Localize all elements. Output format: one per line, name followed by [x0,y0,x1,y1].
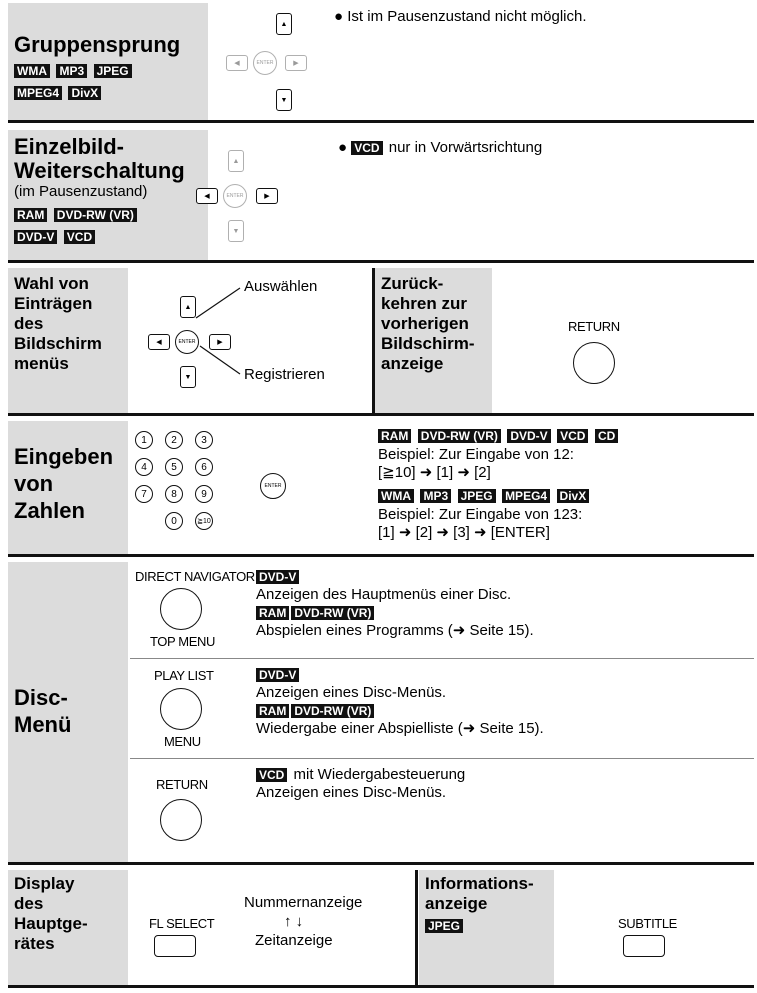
badge-dvd-rw-vr: DVD-RW (VR) [418,429,501,443]
badge-jpeg: JPEG [94,64,132,78]
section-divider [8,985,754,988]
title-line: Eingeben [14,444,114,469]
return-label: RETURN [156,777,208,792]
section-divider [8,120,754,123]
key-0[interactable]: 0 [165,512,183,530]
down-key[interactable]: ▼ [276,89,292,111]
example-2-sequence: [1] ➜ [2] ➜ [3] ➜ [ENTER] [378,524,550,541]
left-key[interactable]: ◀ [148,334,170,350]
enter-key[interactable]: ENTER [253,51,277,75]
description: mit Wiedergabesteuerung [293,766,466,783]
description: Anzeigen des Hauptmenüs einer Disc. [256,586,512,603]
note-text [338,139,542,157]
section-title: Gruppensprung [14,32,181,57]
return-button[interactable] [160,799,202,841]
key-1[interactable]: 1 [135,431,153,449]
badge-mp3: MP3 [56,64,87,78]
title-line: Einträgen [14,294,93,313]
section-label-left [8,870,128,988]
down-key[interactable]: ▼ [180,366,196,388]
fl-select-label: FL SELECT [149,916,215,931]
title-line: Wahl von [14,274,89,293]
badge-dvd-rw-vr: DVD-RW (VR) [54,208,137,222]
badge-mp3: MP3 [420,489,451,503]
title-line: Informations- [425,874,534,893]
up-key[interactable]: ▲ [180,296,196,318]
right-key[interactable]: ▶ [256,188,278,204]
key-5[interactable]: 5 [165,458,183,476]
title-line: anzeige [425,894,488,913]
title-line: kehren zur [381,294,467,313]
badge-divx: DivX [557,489,590,503]
section-divider [8,862,754,865]
row-separator [130,658,754,659]
format-badges-1 [378,427,620,445]
example-2-text: Beispiel: Zur Eingabe von 123: [378,506,583,523]
section-label [8,3,208,123]
badge-vcd: VCD [351,141,382,155]
section-title-line2: Weiterschaltung [14,158,185,183]
section-display [8,870,754,988]
badge-ram: RAM [378,429,411,443]
badge-cd: CD [595,429,618,443]
note-body: nur in Vorwärtsrichtung [388,139,543,156]
key-7[interactable]: 7 [135,485,153,503]
section-einzelbild [8,130,754,263]
title-line: Bildschirm [14,334,102,353]
badge-wma: WMA [378,489,414,503]
title-line: rätes [14,934,55,953]
top-menu-label: TOP MENU [150,634,215,649]
badge-dvd-v: DVD-V [14,230,57,244]
menu-button[interactable] [160,688,202,730]
left-key[interactable]: ◀ [226,55,248,71]
section-label [8,130,208,263]
fl-select-button[interactable] [154,935,196,957]
badge-jpeg: JPEG [458,489,496,503]
badge-ram: RAM [256,704,289,718]
example-1-text: Beispiel: Zur Eingabe von 12: [378,446,574,463]
format-badges [14,204,204,248]
right-key[interactable]: ▶ [285,55,307,71]
title-line: von [14,471,54,496]
section-disc-menu [8,562,754,865]
section-number-entry [8,421,754,557]
left-key[interactable]: ◀ [196,188,218,204]
time-display-label: Zeitanzeige [255,932,333,949]
format-badges [14,60,204,104]
up-key[interactable]: ▲ [276,13,292,35]
title-line: menüs [14,354,69,373]
title-line: Zahlen [14,498,85,523]
badge-dvd-rw-vr: DVD-RW (VR) [291,606,374,620]
number-display-label: Nummernanzeige [244,894,363,911]
description: Anzeigen eines Disc-Menüs. [256,784,447,801]
format-badges-2 [378,487,591,505]
section-label-right [375,268,492,416]
badge-vcd: VCD [64,230,95,244]
down-key[interactable]: ▼ [228,220,244,242]
badge-mpeg4: MPEG4 [14,86,62,100]
title-line: Zurück- [381,274,444,293]
section-divider [8,260,754,263]
description: Anzeigen eines Disc-Menüs. [256,684,447,701]
key-6[interactable]: 6 [195,458,213,476]
menu-label: MENU [164,734,201,749]
badge-mpeg4: MPEG4 [502,489,550,503]
up-key[interactable]: ▲ [228,150,244,172]
return-label: RETURN [568,319,620,334]
title-line: Bildschirm- [381,334,475,353]
description: Wiedergabe einer Abspielliste (➜ Seite 15). [256,720,544,737]
section-menu-navigation [8,268,754,416]
register-label: Registrieren [244,366,325,383]
key-10-plus[interactable]: ≧10 [195,512,213,530]
badge-vcd: VCD [557,429,588,443]
title-line: des [14,894,44,913]
note-bullet: ● [338,139,348,156]
badge-dvd-rw-vr: DVD-RW (VR) [291,704,374,718]
badge-dvd-v: DVD-V [256,668,299,682]
subtitle-button[interactable] [623,935,665,957]
badge-wma: WMA [14,64,50,78]
badge-dvd-v: DVD-V [256,570,299,584]
note-text: ● Ist im Pausenzustand nicht möglich. [334,8,587,25]
row-separator [130,758,754,759]
badge-vcd: VCD [256,768,287,782]
section-title-line1: Einzelbild- [14,134,124,159]
enter-key[interactable]: ENTER [175,330,199,354]
callout-lines [8,268,268,416]
key-4[interactable]: 4 [135,458,153,476]
title-line: Display [14,874,75,893]
title-line: Menü [14,712,72,737]
section-label-right [419,870,554,988]
section-label [8,421,128,557]
key-8[interactable]: 8 [165,485,183,503]
section-label [8,562,128,865]
section-subtitle: (im Pausenzustand) [14,183,148,200]
column-divider [415,870,418,988]
top-menu-button[interactable] [160,588,202,630]
key-2[interactable]: 2 [165,431,183,449]
example-1-sequence: [≧10] ➜ [1] ➜ [2] [378,464,491,481]
section-gruppensprung [8,3,754,123]
title-line: Disc- [14,685,68,710]
badge-ram: RAM [256,606,289,620]
title-line: anzeige [381,354,444,373]
badge-divx: DivX [68,86,101,100]
row-text [256,568,534,640]
right-key[interactable]: ▶ [209,334,231,350]
key-9[interactable]: 9 [195,485,213,503]
description: Abspielen eines Programms (➜ Seite 15). [256,622,534,639]
section-divider [8,413,754,416]
key-3[interactable]: 3 [195,431,213,449]
badge-dvd-v: DVD-V [507,429,550,443]
title-line: des [14,314,44,333]
title-line: Hauptge- [14,914,88,933]
row-text [256,766,465,802]
title-line: vorherigen [381,314,469,333]
enter-key[interactable]: ENTER [223,184,247,208]
toggle-arrows: ↑ ↓ [284,913,304,930]
row-text [256,666,544,738]
subtitle-label: SUBTITLE [618,916,677,931]
play-list-label: PLAY LIST [154,668,214,683]
badge-ram: RAM [14,208,47,222]
select-label: Auswählen [244,278,318,295]
return-button[interactable] [573,342,615,384]
enter-key[interactable]: ENTER [260,473,286,499]
section-divider [8,554,754,557]
direct-navigator-label: DIRECT NAVIGATOR [135,569,255,584]
badge-jpeg: JPEG [425,919,463,933]
